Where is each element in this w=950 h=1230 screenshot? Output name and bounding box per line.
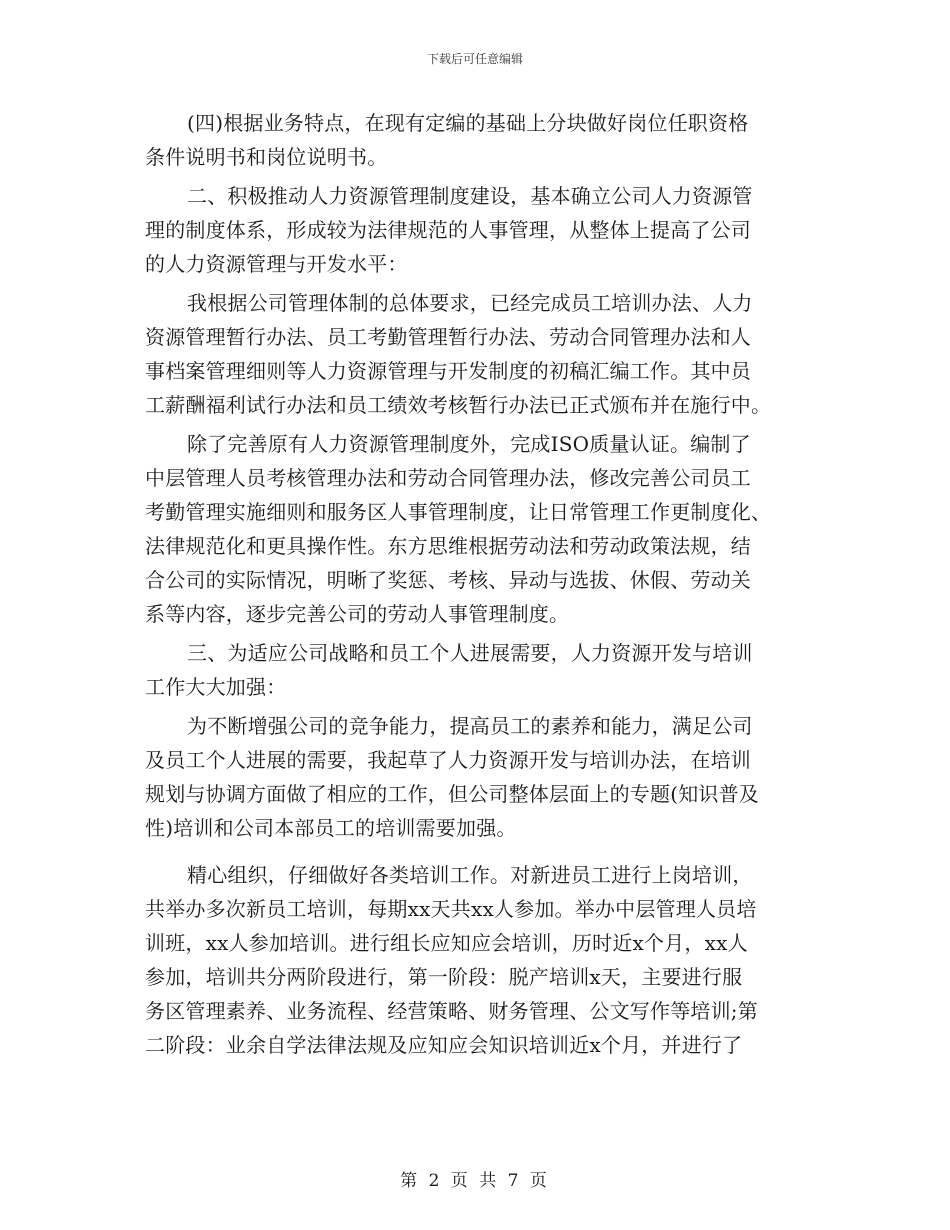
text-line: 共举办多次新员工培训，每期xx天共xx人参加。举办中层管理人员培 <box>145 897 757 921</box>
text-line: 参加，培训共分两阶段进行，第一阶段：脱产培训x天，主要进行服 <box>145 965 743 989</box>
text-line: 三、为适应公司战略和员工个人进展需要，人力资源开发与培训 <box>187 641 753 665</box>
paragraph-2 <box>145 179 810 281</box>
document-body <box>145 106 810 1062</box>
text-line: 二、积极推动人力资源管理制度建设，基本确立公司人力资源管 <box>187 184 753 208</box>
text-line: 合公司的实际情况，明晰了奖惩、考核、异动与选拔、休假、劳动关 <box>145 568 751 592</box>
text-line: (四)根据业务特点，在现有定编的基础上分块做好岗位任职资格 <box>187 111 749 135</box>
paragraph-6 <box>145 709 810 845</box>
text-line: 工作大大加强： <box>145 675 287 699</box>
text-line: 除了完善原有人力资源管理制度外，完成ISO质量认证。编制了 <box>187 432 751 456</box>
text-line: 务区管理素养、业务流程、经营策略、财务管理、公文写作等培训;第 <box>145 999 758 1023</box>
text-line: 考勤管理实施细则和服务区人事管理制度，让日常管理工作更制度化、 <box>145 500 772 524</box>
text-line: 条件说明书和岗位说明书。 <box>145 145 388 169</box>
text-line: 法律规范化和更具操作性。东方思维根据劳动法和劳动政策法规，结 <box>145 534 751 558</box>
paragraph-3 <box>145 286 810 422</box>
text-line: 训班，xx人参加培训。进行组长应知应会培训，历时近x个月，xx人 <box>145 931 748 955</box>
text-line: 为不断增强公司的竞争能力，提高员工的素养和能力，满足公司 <box>187 714 753 738</box>
text-line: 中层管理人员考核管理办法和劳动合同管理办法，修改完善公司员工 <box>145 466 751 490</box>
text-line: 事档案管理细则等人力资源管理与开发制度的初稿汇编工作。其中员 <box>145 359 751 383</box>
text-line: 理的制度体系，形成较为法律规范的人事管理，从整体上提高了公司 <box>145 218 751 242</box>
page-number-footer: 第 2 页 共 7 页 <box>400 1171 550 1191</box>
paragraph-1 <box>145 106 810 174</box>
text-line: 我根据公司管理体制的总体要求，已经完成员工培训办法、人力 <box>187 291 753 315</box>
text-line: 系等内容，逐步完善公司的劳动人事管理制度。 <box>145 602 570 626</box>
paragraph-7 <box>145 858 810 1062</box>
paragraph-4 <box>145 427 810 631</box>
text-line: 精心组织，仔细做好各类培训工作。对新进员工进行上岗培训， <box>187 863 753 887</box>
page-header: 下载后可任意编辑 <box>426 52 523 66</box>
paragraph-5 <box>145 636 810 704</box>
text-line: 及员工个人进展的需要，我起草了人力资源开发与培训办法，在培训 <box>145 748 751 772</box>
text-line: 工薪酬福利试行办法和员工绩效考核暂行办法已正式颁布并在施行中。 <box>145 393 772 417</box>
text-line: 的人力资源管理与开发水平： <box>145 252 408 276</box>
text-line: 资源管理暂行办法、员工考勤管理暂行办法、劳动合同管理办法和人 <box>145 325 751 349</box>
text-line: 二阶段：业余自学法律法规及应知应会知识培训近x个月，并进行了 <box>145 1033 743 1057</box>
text-line: 性)培训和公司本部员工的培训需要加强。 <box>145 816 517 840</box>
text-line: 规划与协调方面做了相应的工作，但公司整体层面上的专题(知识普及 <box>145 782 760 806</box>
